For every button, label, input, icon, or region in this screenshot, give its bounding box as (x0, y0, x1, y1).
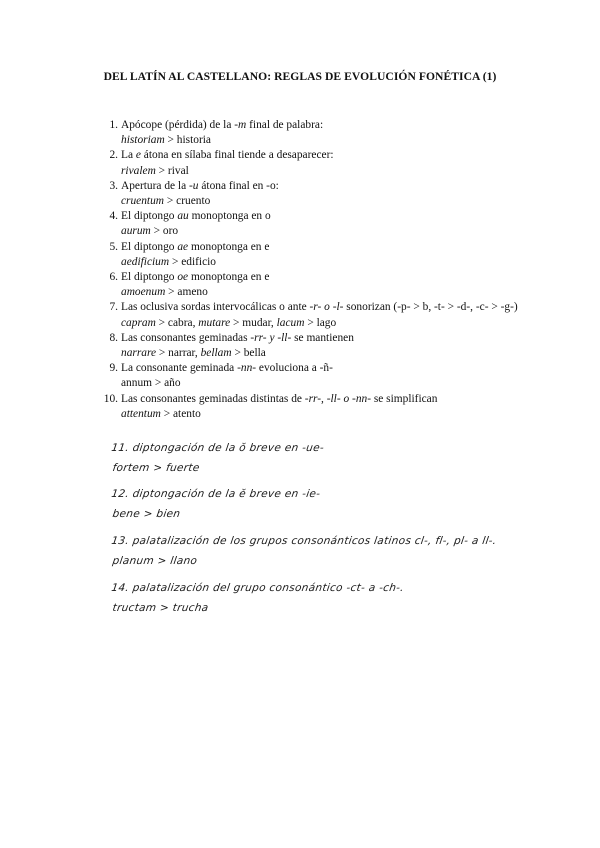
rule-text: El diptongo oe monoptonga en e (121, 271, 270, 284)
rule-text: Apócope (pérdida) de la -m final de palabra: (121, 119, 324, 131)
rules-list (0, 118, 600, 422)
rule-example: capram > cabra, mutare > mudar, lacum > lago (121, 316, 337, 329)
list-item (0, 392, 600, 422)
rule-text: El diptongo au monoptonga en o (121, 210, 271, 223)
rule-number: 9. (109, 362, 118, 375)
rule-text: Apertura de la -u átona final en -o: (121, 179, 279, 192)
rule-example: cruentum > cruento (121, 195, 211, 208)
handwritten-note (108, 488, 552, 520)
rule-example: attentum > atento (121, 407, 201, 420)
list-item (0, 240, 600, 270)
rule-example: historiam > historia (121, 134, 211, 147)
list-item (0, 361, 600, 391)
rule-text: La consonante geminada -nn- evoluciona a -ñ- (121, 362, 333, 375)
rule-example: amoenum > ameno (121, 286, 208, 299)
handwritten-rule: 13. palatalización de los grupos consonánticos latinos cl-, fl-, pl- a ll-. (110, 535, 498, 547)
rule-number: 3. (109, 179, 118, 192)
handwritten-rule: 14. palatalización del grupo consonántico -ct- a -ch-. (110, 582, 405, 594)
rule-example: aurum > oro (121, 225, 179, 238)
rule-text: Las oclusiva sordas intervocálicas o ante -r- o -l- sonorizan (-p- > b, -t- > -d-, -c- > -g-) (121, 301, 518, 314)
handwritten-rule: 11. diptongación de la ŏ breve en -ue- (110, 442, 325, 454)
handwritten-example: tructam > trucha (111, 602, 210, 614)
list-item (0, 118, 600, 148)
rule-text: Las consonantes geminadas -rr- y -ll- se mantienen (121, 331, 354, 344)
list-item (0, 300, 600, 330)
rule-number: 2. (109, 149, 118, 162)
rule-text: El diptongo ae monoptonga en e (121, 240, 270, 253)
handwritten-example: planum > llano (111, 555, 199, 567)
rule-number: 8. (109, 331, 118, 344)
rule-example: annum > año (121, 377, 181, 390)
rule-text: La e átona en sílaba final tiende a desaparecer: (121, 149, 334, 162)
rule-example: aedificium > edificio (121, 255, 217, 268)
list-item (0, 270, 600, 300)
rule-number: 5. (109, 240, 118, 253)
rule-number: 4. (109, 210, 118, 223)
rule-example: narrare > narrar, bellam > bella (121, 347, 266, 360)
rule-text: Las consonantes geminadas distintas de -rr-, -ll- o -nn- se simplifican (121, 392, 438, 405)
rule-number: 10. (103, 392, 118, 405)
rule-number: 7. (109, 301, 118, 314)
list-item (0, 148, 600, 178)
handwritten-note (108, 582, 552, 614)
handwritten-example: bene > bien (111, 508, 182, 520)
rule-example: rivalem > rival (121, 164, 189, 177)
handwritten-rule: 12. diptongación de la ĕ breve en -ie- (110, 488, 322, 500)
list-item (0, 331, 600, 361)
list-item (0, 209, 600, 239)
rule-number: 1. (109, 119, 118, 131)
page-title: DEL LATÍN AL CASTELLANO: REGLAS DE EVOLUCIÓN FONÉTICA (1) (103, 70, 497, 83)
rule-number: 6. (109, 271, 118, 284)
handwritten-note (108, 535, 552, 567)
list-item (0, 179, 600, 209)
handwritten-note (108, 442, 552, 474)
handwritten-example: fortem > fuerte (111, 462, 201, 474)
